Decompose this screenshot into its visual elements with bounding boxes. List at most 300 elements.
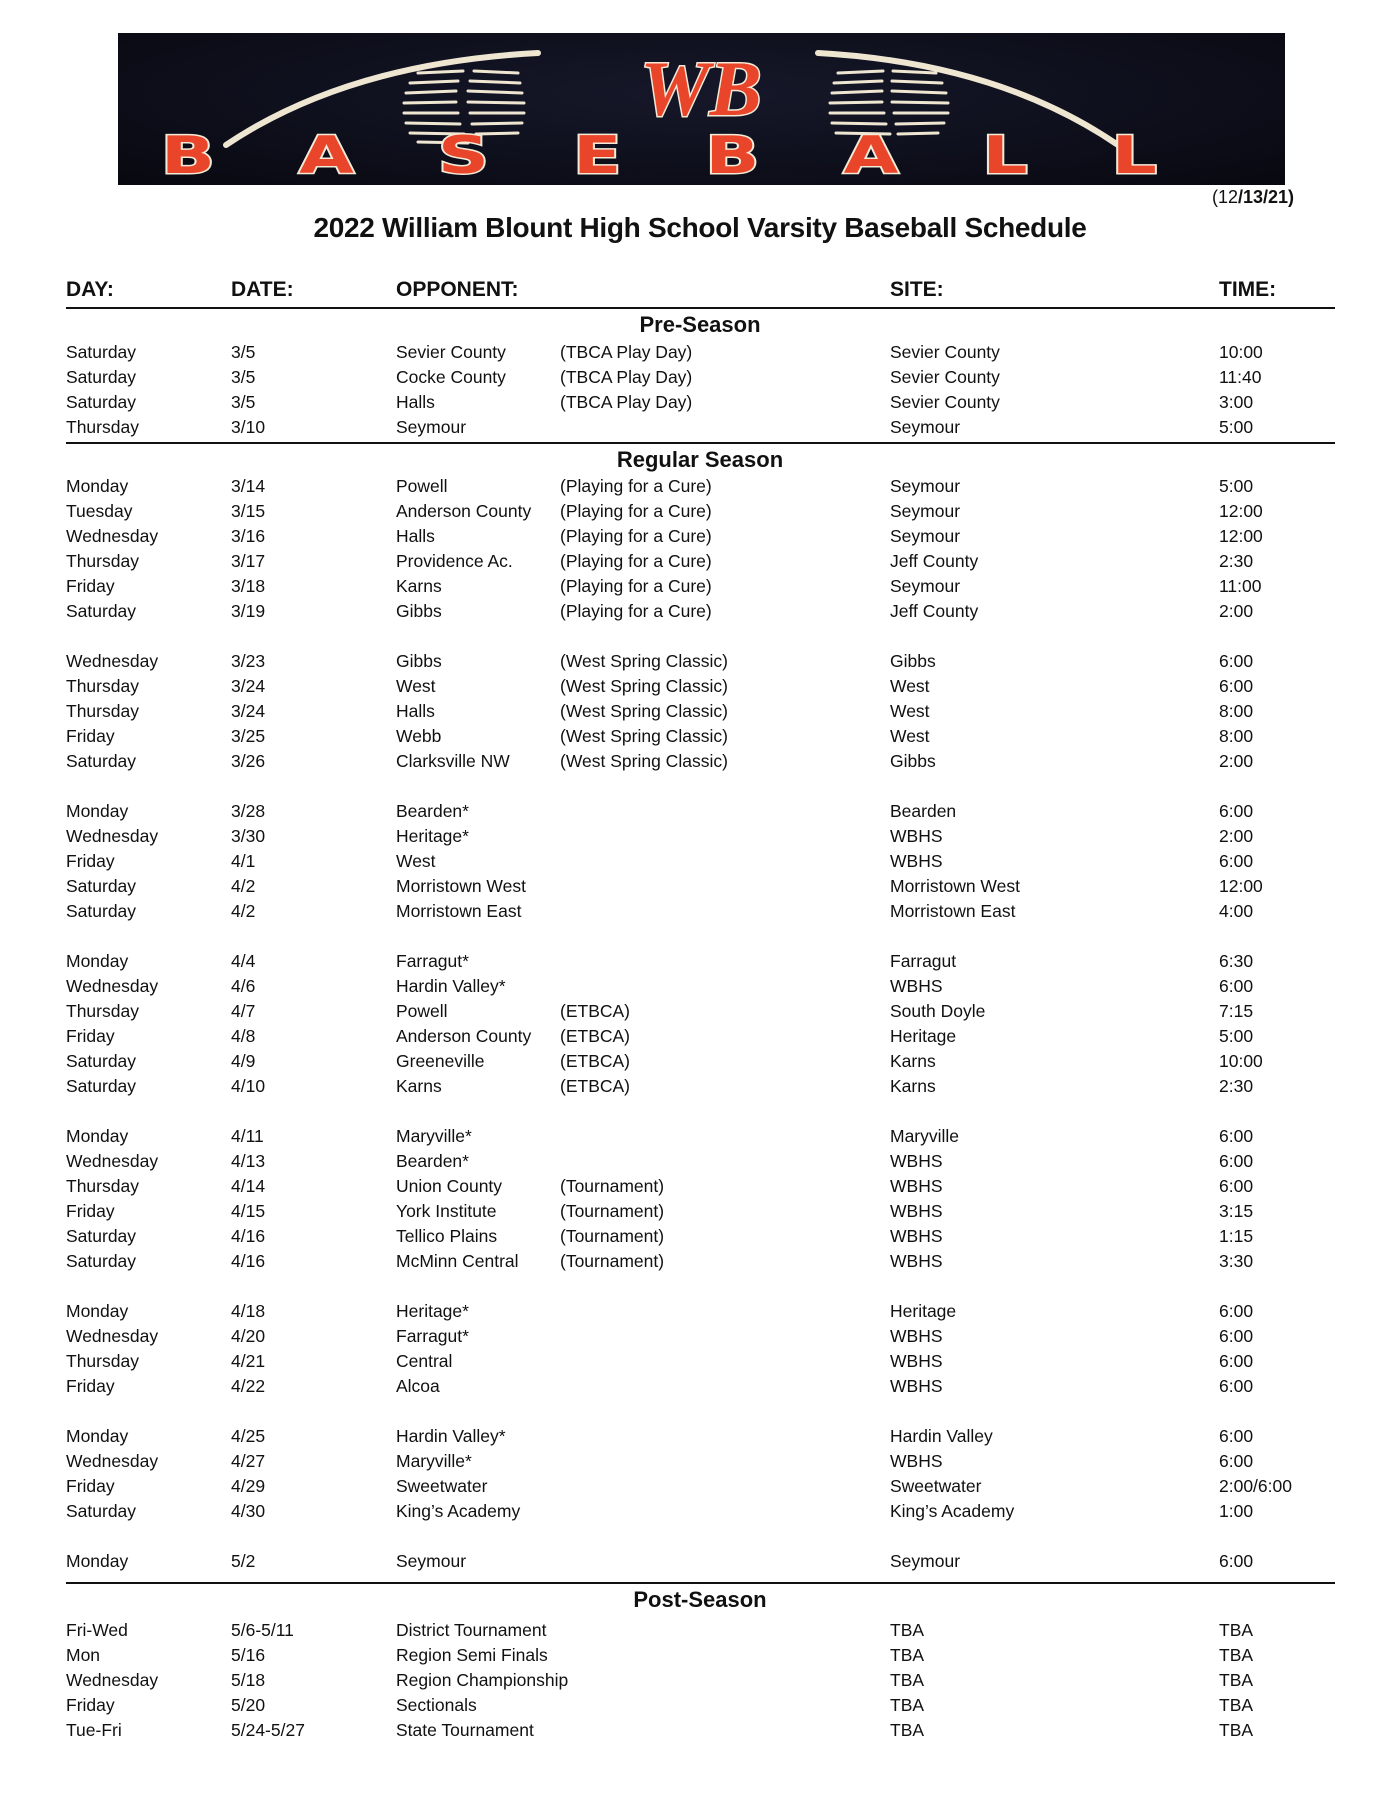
cell-day: Friday xyxy=(66,1695,115,1715)
cell-site: WBHS xyxy=(890,1451,943,1471)
cell-day: Thursday xyxy=(66,1351,139,1371)
cell-opponent: Greeneville xyxy=(396,1051,485,1071)
cell-opponent: Alcoa xyxy=(396,1376,440,1396)
cell-date: 3/19 xyxy=(231,601,266,621)
cell-opponent: Bearden* xyxy=(396,1151,469,1171)
baseball-logo-icon xyxy=(118,33,1285,185)
table-row xyxy=(0,340,1400,365)
revision-date-prefix: (12 xyxy=(1212,187,1239,207)
cell-day: Thursday xyxy=(66,676,139,696)
table-row xyxy=(0,1693,1400,1718)
cell-day: Monday xyxy=(66,1551,129,1571)
page-title: 2022 William Blount High School Varsity Baseball Schedule xyxy=(313,212,1087,243)
cell-day: Thursday xyxy=(66,1001,139,1021)
cell-time: TBA xyxy=(1219,1670,1254,1690)
cell-day: Monday xyxy=(66,476,129,496)
cell-date: 4/16 xyxy=(231,1251,266,1271)
table-row xyxy=(0,1349,1400,1374)
cell-site: Sevier County xyxy=(890,342,1000,362)
cell-time: 12:00 xyxy=(1219,501,1263,521)
cell-site: WBHS xyxy=(890,851,943,871)
cell-site: Sweetwater xyxy=(890,1476,982,1496)
cell-day: Wednesday xyxy=(66,526,159,546)
cell-note: (ETBCA) xyxy=(560,1026,630,1046)
cell-site: TBA xyxy=(890,1720,925,1740)
section-title-preseason: Pre-Season xyxy=(639,312,761,337)
cell-day: Monday xyxy=(66,1301,129,1321)
cell-time: 2:00 xyxy=(1219,751,1254,771)
cell-time: 10:00 xyxy=(1219,342,1263,362)
cell-note: (West Spring Classic) xyxy=(560,651,728,671)
cell-date: 3/17 xyxy=(231,551,266,571)
cell-day: Wednesday xyxy=(66,1451,159,1471)
cell-note: (West Spring Classic) xyxy=(560,751,728,771)
cell-note: (Tournament) xyxy=(560,1176,665,1196)
table-row xyxy=(0,1374,1400,1399)
cell-time: 7:15 xyxy=(1219,1001,1254,1021)
cell-site: Hardin Valley xyxy=(890,1426,993,1446)
cell-note: (ETBCA) xyxy=(560,1001,630,1021)
table-row xyxy=(0,949,1400,974)
table-row xyxy=(0,1299,1400,1324)
cell-time: TBA xyxy=(1219,1720,1254,1740)
cell-time: 3:15 xyxy=(1219,1201,1254,1221)
cell-opponent: Powell xyxy=(396,1001,448,1021)
cell-site: South Doyle xyxy=(890,1001,986,1021)
cell-day: Friday xyxy=(66,851,115,871)
cell-date: 4/30 xyxy=(231,1501,266,1521)
cell-opponent: Region Semi Finals xyxy=(396,1645,548,1665)
cell-opponent: King’s Academy xyxy=(396,1501,521,1521)
cell-site: WBHS xyxy=(890,976,943,996)
cell-site: Sevier County xyxy=(890,367,1000,387)
cell-day: Saturday xyxy=(66,1501,137,1521)
cell-date: 5/20 xyxy=(231,1695,266,1715)
table-row xyxy=(0,1049,1400,1074)
revision-date xyxy=(1212,187,1294,208)
table-row xyxy=(0,1449,1400,1474)
cell-site: Seymour xyxy=(890,476,961,496)
cell-date: 4/11 xyxy=(231,1126,264,1146)
cell-note: (Tournament) xyxy=(560,1201,665,1221)
table-row xyxy=(0,1024,1400,1049)
cell-opponent: Farragut* xyxy=(396,1326,469,1346)
cell-site: Morristown East xyxy=(890,901,1016,921)
cell-site: TBA xyxy=(890,1670,925,1690)
table-row xyxy=(0,1499,1400,1524)
cell-day: Saturday xyxy=(66,392,137,412)
cell-opponent: Bearden* xyxy=(396,801,469,821)
cell-date: 4/2 xyxy=(231,901,256,921)
cell-opponent: Union County xyxy=(396,1176,503,1196)
svg-text:WB: WB xyxy=(640,45,762,132)
cell-opponent: Morristown East xyxy=(396,901,522,921)
table-row xyxy=(0,549,1400,574)
table-row xyxy=(0,749,1400,774)
cell-time: 6:00 xyxy=(1219,801,1254,821)
cell-opponent: Clarksville NW xyxy=(396,751,510,771)
cell-day: Wednesday xyxy=(66,651,159,671)
cell-day: Thursday xyxy=(66,551,139,571)
cell-site: Morristown West xyxy=(890,876,1020,896)
cell-opponent: McMinn Central xyxy=(396,1251,519,1271)
cell-time: 11:00 xyxy=(1219,576,1262,596)
table-row xyxy=(0,999,1400,1024)
cell-time: 3:00 xyxy=(1219,392,1254,412)
cell-date: 4/15 xyxy=(231,1201,266,1221)
cell-opponent: Maryville* xyxy=(396,1451,472,1471)
table-row xyxy=(0,1643,1400,1668)
column-header-date: DATE: xyxy=(231,278,294,301)
section-title-postseason: Post-Season xyxy=(633,1587,767,1612)
cell-site: Karns xyxy=(890,1076,936,1096)
cell-date: 5/2 xyxy=(231,1551,256,1571)
cell-time: 6:00 xyxy=(1219,1176,1254,1196)
table-row xyxy=(0,415,1400,440)
cell-date: 4/1 xyxy=(231,851,256,871)
section-title-regular: Regular Season xyxy=(616,447,784,472)
cell-opponent: West xyxy=(396,851,436,871)
table-row xyxy=(0,674,1400,699)
cell-opponent: Region Championship xyxy=(396,1670,569,1690)
cell-note: (Playing for a Cure) xyxy=(560,526,712,546)
cell-opponent: Sevier County xyxy=(396,342,506,362)
cell-day: Wednesday xyxy=(66,1151,159,1171)
cell-date: 4/13 xyxy=(231,1151,266,1171)
cell-site: Seymour xyxy=(890,576,961,596)
cell-opponent: Sweetwater xyxy=(396,1476,488,1496)
cell-date: 3/10 xyxy=(231,417,266,437)
cell-note: (Playing for a Cure) xyxy=(560,551,712,571)
cell-time: 4:00 xyxy=(1219,901,1254,921)
cell-site: TBA xyxy=(890,1695,925,1715)
cell-time: 2:30 xyxy=(1219,1076,1254,1096)
cell-date: 4/29 xyxy=(231,1476,266,1496)
cell-opponent: Cocke County xyxy=(396,367,506,387)
cell-time: 3:30 xyxy=(1219,1251,1254,1271)
cell-day: Friday xyxy=(66,576,115,596)
cell-date: 3/24 xyxy=(231,701,266,721)
cell-opponent: Sectionals xyxy=(396,1695,477,1715)
cell-day: Wednesday xyxy=(66,1326,159,1346)
cell-site: Heritage xyxy=(890,1026,957,1046)
cell-opponent: Powell xyxy=(396,476,448,496)
table-row xyxy=(0,799,1400,824)
cell-opponent: Anderson County xyxy=(396,1026,532,1046)
cell-day: Monday xyxy=(66,951,129,971)
cell-date: 3/15 xyxy=(231,501,266,521)
table-row xyxy=(0,1424,1400,1449)
table-row xyxy=(0,874,1400,899)
table-row xyxy=(0,1618,1400,1643)
cell-time: 2:00 xyxy=(1219,601,1254,621)
cell-time: 8:00 xyxy=(1219,726,1254,746)
cell-opponent: Hardin Valley* xyxy=(396,1426,506,1446)
cell-site: King’s Academy xyxy=(890,1501,1015,1521)
cell-site: WBHS xyxy=(890,1176,943,1196)
cell-day: Tuesday xyxy=(66,501,133,521)
cell-time: 10:00 xyxy=(1219,1051,1263,1071)
cell-time: 12:00 xyxy=(1219,876,1263,896)
cell-time: 8:00 xyxy=(1219,701,1254,721)
cell-time: 6:00 xyxy=(1219,1151,1254,1171)
cell-time: 6:00 xyxy=(1219,1426,1254,1446)
cell-site: WBHS xyxy=(890,1326,943,1346)
cell-date: 3/30 xyxy=(231,826,266,846)
cell-date: 3/28 xyxy=(231,801,266,821)
svg-text:BASEBALL: BASEBALL xyxy=(161,126,1241,185)
column-header-day: DAY: xyxy=(66,278,114,301)
cell-date: 5/6-5/11 xyxy=(231,1620,294,1640)
table-row xyxy=(0,390,1400,415)
table-row xyxy=(0,1474,1400,1499)
cell-note: (Playing for a Cure) xyxy=(560,476,712,496)
baseball-banner-logo xyxy=(118,33,1285,185)
table-row xyxy=(0,1124,1400,1149)
cell-note: (TBCA Play Day) xyxy=(560,392,693,412)
cell-note: (Playing for a Cure) xyxy=(560,501,712,521)
cell-time: 6:00 xyxy=(1219,676,1254,696)
cell-date: 4/21 xyxy=(231,1351,266,1371)
cell-site: WBHS xyxy=(890,1151,943,1171)
cell-opponent: Karns xyxy=(396,1076,442,1096)
cell-note: (Tournament) xyxy=(560,1251,665,1271)
cell-day: Fri-Wed xyxy=(66,1620,128,1640)
cell-site: Heritage xyxy=(890,1301,957,1321)
cell-day: Mon xyxy=(66,1645,101,1665)
cell-note: (TBCA Play Day) xyxy=(560,342,693,362)
cell-note: (ETBCA) xyxy=(560,1051,630,1071)
cell-opponent: Halls xyxy=(396,392,435,412)
table-row xyxy=(0,1549,1400,1574)
table-row xyxy=(0,599,1400,624)
header-divider xyxy=(66,307,1335,309)
cell-site: WBHS xyxy=(890,826,943,846)
cell-day: Saturday xyxy=(66,901,137,921)
cell-date: 4/10 xyxy=(231,1076,266,1096)
cell-opponent: Heritage* xyxy=(396,826,469,846)
cell-opponent: Anderson County xyxy=(396,501,532,521)
cell-site: WBHS xyxy=(890,1351,943,1371)
revision-date-suffix: /13/21) xyxy=(1238,187,1295,207)
table-row xyxy=(0,1199,1400,1224)
column-header-time: TIME: xyxy=(1219,278,1277,301)
cell-date: 3/5 xyxy=(231,367,256,387)
table-row xyxy=(0,524,1400,549)
cell-time: 11:40 xyxy=(1219,367,1262,387)
cell-date: 5/24-5/27 xyxy=(231,1720,305,1740)
cell-time: 6:30 xyxy=(1219,951,1254,971)
table-row xyxy=(0,649,1400,674)
table-row xyxy=(0,1324,1400,1349)
cell-site: TBA xyxy=(890,1645,925,1665)
cell-date: 3/5 xyxy=(231,392,256,412)
cell-opponent: Maryville* xyxy=(396,1126,472,1146)
cell-day: Saturday xyxy=(66,1051,137,1071)
cell-date: 4/9 xyxy=(231,1051,256,1071)
cell-note: (West Spring Classic) xyxy=(560,676,728,696)
cell-date: 4/18 xyxy=(231,1301,266,1321)
cell-date: 3/23 xyxy=(231,651,266,671)
cell-time: 5:00 xyxy=(1219,417,1254,437)
cell-time: 2:00 xyxy=(1219,826,1254,846)
table-row xyxy=(0,899,1400,924)
cell-site: Gibbs xyxy=(890,751,936,771)
cell-time: 1:00 xyxy=(1219,1501,1254,1521)
cell-site: West xyxy=(890,701,930,721)
cell-day: Friday xyxy=(66,1476,115,1496)
cell-opponent: Webb xyxy=(396,726,442,746)
cell-time: 6:00 xyxy=(1219,1551,1254,1571)
table-row xyxy=(0,699,1400,724)
cell-date: 4/2 xyxy=(231,876,256,896)
cell-note: (Tournament) xyxy=(560,1226,665,1246)
cell-time: TBA xyxy=(1219,1620,1254,1640)
cell-opponent: York Institute xyxy=(396,1201,497,1221)
cell-site: Jeff County xyxy=(890,551,979,571)
cell-day: Saturday xyxy=(66,601,137,621)
cell-time: 6:00 xyxy=(1219,976,1254,996)
table-row xyxy=(0,474,1400,499)
cell-day: Monday xyxy=(66,801,129,821)
cell-time: 6:00 xyxy=(1219,1126,1254,1146)
cell-day: Tue-Fri xyxy=(66,1720,122,1740)
cell-site: Seymour xyxy=(890,501,961,521)
cell-date: 3/5 xyxy=(231,342,256,362)
cell-time: 6:00 xyxy=(1219,1351,1254,1371)
cell-opponent: Gibbs xyxy=(396,651,442,671)
cell-opponent: Heritage* xyxy=(396,1301,469,1321)
cell-day: Saturday xyxy=(66,342,137,362)
cell-date: 3/25 xyxy=(231,726,266,746)
cell-site: Seymour xyxy=(890,417,961,437)
cell-date: 4/25 xyxy=(231,1426,266,1446)
cell-day: Wednesday xyxy=(66,826,159,846)
cell-time: 6:00 xyxy=(1219,1376,1254,1396)
cell-day: Saturday xyxy=(66,1251,137,1271)
cell-day: Wednesday xyxy=(66,1670,159,1690)
cell-opponent: District Tournament xyxy=(396,1620,547,1640)
cell-date: 4/8 xyxy=(231,1026,256,1046)
cell-time: 12:00 xyxy=(1219,526,1263,546)
cell-date: 3/14 xyxy=(231,476,266,496)
table-row xyxy=(0,1249,1400,1274)
cell-day: Wednesday xyxy=(66,976,159,996)
cell-site: WBHS xyxy=(890,1251,943,1271)
table-row xyxy=(0,1074,1400,1099)
column-header-site: SITE: xyxy=(890,278,944,301)
cell-date: 4/4 xyxy=(231,951,256,971)
cell-site: WBHS xyxy=(890,1201,943,1221)
cell-date: 5/18 xyxy=(231,1670,266,1690)
cell-time: 6:00 xyxy=(1219,1326,1254,1346)
cell-day: Saturday xyxy=(66,876,137,896)
section-divider xyxy=(66,1582,1335,1584)
cell-site: Sevier County xyxy=(890,392,1000,412)
cell-site: WBHS xyxy=(890,1376,943,1396)
cell-date: 5/16 xyxy=(231,1645,266,1665)
cell-site: Gibbs xyxy=(890,651,936,671)
cell-site: Farragut xyxy=(890,951,957,971)
cell-date: 4/27 xyxy=(231,1451,266,1471)
cell-day: Thursday xyxy=(66,417,139,437)
cell-opponent: Seymour xyxy=(396,417,467,437)
table-row xyxy=(0,1668,1400,1693)
cell-opponent: West xyxy=(396,676,436,696)
cell-site: West xyxy=(890,676,930,696)
cell-time: 2:30 xyxy=(1219,551,1254,571)
cell-time: 5:00 xyxy=(1219,476,1254,496)
section-divider xyxy=(66,442,1335,444)
cell-opponent: Halls xyxy=(396,526,435,546)
cell-note: (Playing for a Cure) xyxy=(560,601,712,621)
cell-day: Saturday xyxy=(66,751,137,771)
cell-day: Friday xyxy=(66,1026,115,1046)
table-row xyxy=(0,849,1400,874)
cell-opponent: Tellico Plains xyxy=(396,1226,498,1246)
cell-site: Maryville xyxy=(890,1126,960,1146)
cell-site: Bearden xyxy=(890,801,957,821)
cell-day: Monday xyxy=(66,1426,129,1446)
cell-date: 3/16 xyxy=(231,526,266,546)
cell-date: 4/6 xyxy=(231,976,256,996)
cell-opponent: Halls xyxy=(396,701,435,721)
cell-date: 4/7 xyxy=(231,1001,256,1021)
cell-day: Monday xyxy=(66,1126,129,1146)
cell-opponent: Morristown West xyxy=(396,876,526,896)
column-header-opponent: OPPONENT: xyxy=(396,278,519,301)
cell-opponent: Hardin Valley* xyxy=(396,976,506,996)
cell-date: 4/22 xyxy=(231,1376,266,1396)
cell-opponent: Farragut* xyxy=(396,951,469,971)
cell-day: Friday xyxy=(66,1376,115,1396)
cell-note: (TBCA Play Day) xyxy=(560,367,693,387)
cell-date: 4/20 xyxy=(231,1326,266,1346)
table-row xyxy=(0,1174,1400,1199)
cell-time: TBA xyxy=(1219,1645,1254,1665)
cell-opponent: Gibbs xyxy=(396,601,442,621)
cell-site: Seymour xyxy=(890,526,961,546)
cell-site: Jeff County xyxy=(890,601,979,621)
cell-opponent: State Tournament xyxy=(396,1720,534,1740)
table-row xyxy=(0,574,1400,599)
table-row xyxy=(0,1718,1400,1743)
cell-day: Saturday xyxy=(66,367,137,387)
cell-note: (West Spring Classic) xyxy=(560,726,728,746)
cell-opponent: Karns xyxy=(396,576,442,596)
table-row xyxy=(0,365,1400,390)
cell-date: 4/14 xyxy=(231,1176,266,1196)
cell-site: West xyxy=(890,726,930,746)
cell-time: 1:15 xyxy=(1219,1226,1254,1246)
cell-site: WBHS xyxy=(890,1226,943,1246)
cell-day: Saturday xyxy=(66,1226,137,1246)
table-row xyxy=(0,1224,1400,1249)
cell-day: Friday xyxy=(66,726,115,746)
cell-date: 3/18 xyxy=(231,576,266,596)
table-row xyxy=(0,824,1400,849)
cell-time: 6:00 xyxy=(1219,1451,1254,1471)
cell-note: (Playing for a Cure) xyxy=(560,576,712,596)
cell-date: 3/26 xyxy=(231,751,266,771)
cell-day: Thursday xyxy=(66,1176,139,1196)
cell-day: Saturday xyxy=(66,1076,137,1096)
cell-time: TBA xyxy=(1219,1695,1254,1715)
cell-site: Karns xyxy=(890,1051,936,1071)
cell-time: 5:00 xyxy=(1219,1026,1254,1046)
cell-site: TBA xyxy=(890,1620,925,1640)
cell-site: Seymour xyxy=(890,1551,961,1571)
